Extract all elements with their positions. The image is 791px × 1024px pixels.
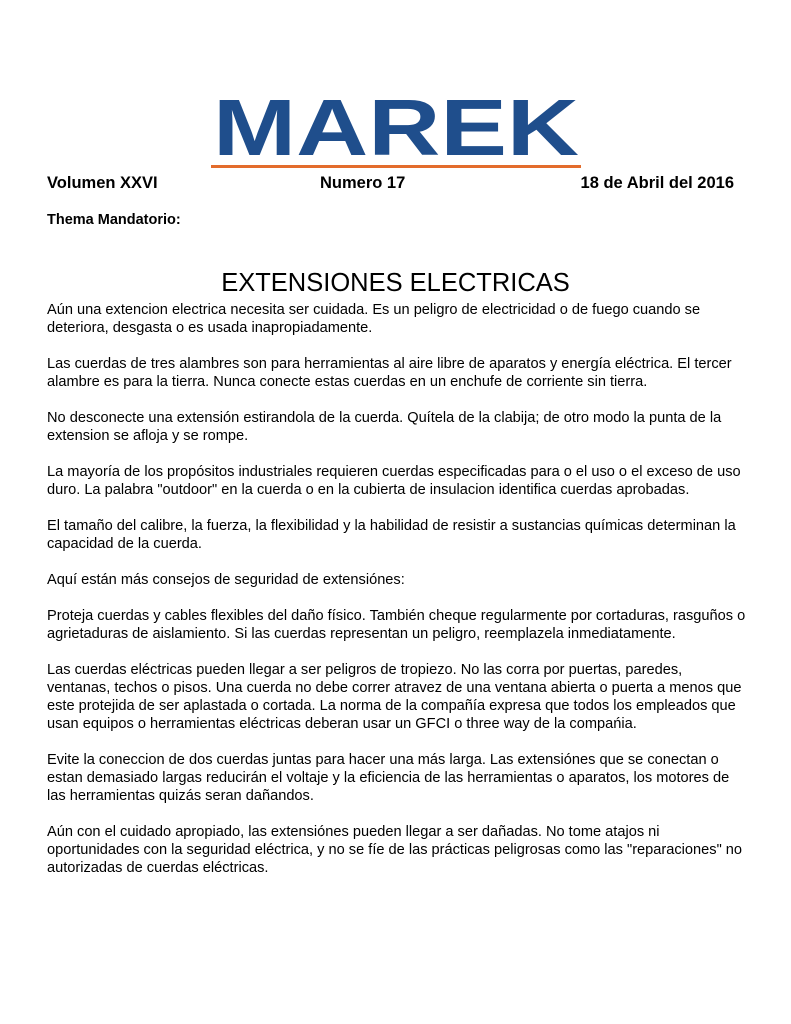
paragraph: El tamaño del calibre, la fuerza, la flexibilidad y la habilidad de resistir a sustancias químicas determinan la capacidad de la cuerda. bbox=[47, 518, 736, 552]
marek-logo bbox=[211, 96, 581, 158]
logo-underline bbox=[211, 165, 581, 168]
paragraph: Las cuerdas de tres alambres son para herramientas al aire libre de aparatos y energía eléctrica. El tercer alambre es para la tierra. Nunca conecte estas cuerdas en un enchufe de corriente sin tierra. bbox=[47, 356, 732, 390]
paragraph: La mayoría de los propósitos industriales requieren cuerdas especificadas para o el uso o el exceso de uso duro. La palabra "outdoor" en la cuerda o en la cubierta de insulacion identifica cuerdas aprobadas. bbox=[47, 464, 741, 498]
marek-logo-wordmark bbox=[211, 96, 581, 158]
article-body bbox=[47, 301, 747, 895]
paragraph: No desconecte una extensión estirandola de la cuerda. Quítela de la clabija; de otro modo la punta de la extension se afloja y se rompe. bbox=[47, 410, 722, 444]
paragraph: Aquí están más consejos de seguridad de extensiónes: bbox=[47, 572, 405, 588]
paragraph: Aún con el cuidado apropiado, las extensiónes pueden llegar a ser dañadas. No tome atajos ni oportunidades con la seguridad eléctrica, y no se fíe de las prácticas peligrosas como las "reparaciones" no autorizadas de cuerdas eléctricas. bbox=[47, 824, 743, 876]
logo-text: MAREK bbox=[213, 96, 580, 158]
page-title: EXTENSIONES ELECTRICAS bbox=[221, 269, 570, 298]
paragraph: Las cuerdas eléctricas pueden llegar a ser peligros de tropiezo. No las corra por puertas, paredes, ventanas, techos o pisos. Una cuerda no debe correr atravez de una ventana abierta o puerta a menos que este protejida de ser aplastada o cortada. La norma de la compañía expresa que todos los empleados que usan equipos o herramientas eléctricas deberan usar un GFCI o three way de la compańia. bbox=[47, 662, 742, 732]
paragraph: Proteja cuerdas y cables flexibles del daño físico. También cheque regularmente por cortaduras, rasguños o agrietaduras de aislamiento. Si las cuerdas representan un peligro, reemplazela inmediatamente. bbox=[47, 608, 746, 642]
issue-volume: Volumen XXVI bbox=[47, 174, 158, 192]
issue-date: 18 de Abril del 2016 bbox=[580, 174, 734, 192]
paragraph: Evite la coneccion de dos cuerdas juntas para hacer una más larga. Las extensiónes que se conectan o estan demasiado largas reducirán el voltaje y la eficiencia de las herramientas o aparatos, los motores de las herramientas quizás seran dañandos. bbox=[47, 752, 730, 804]
subject-label: Thema Mandatorio: bbox=[47, 212, 181, 228]
paragraph: Aún una extencion electrica necesita ser cuidada. Es un peligro de electricidad o de fuego cuando se deteriora, desgasta o es usada inapropiadamente. bbox=[47, 302, 701, 336]
issue-info-line bbox=[47, 174, 734, 196]
issue-number: Numero 17 bbox=[320, 174, 406, 192]
